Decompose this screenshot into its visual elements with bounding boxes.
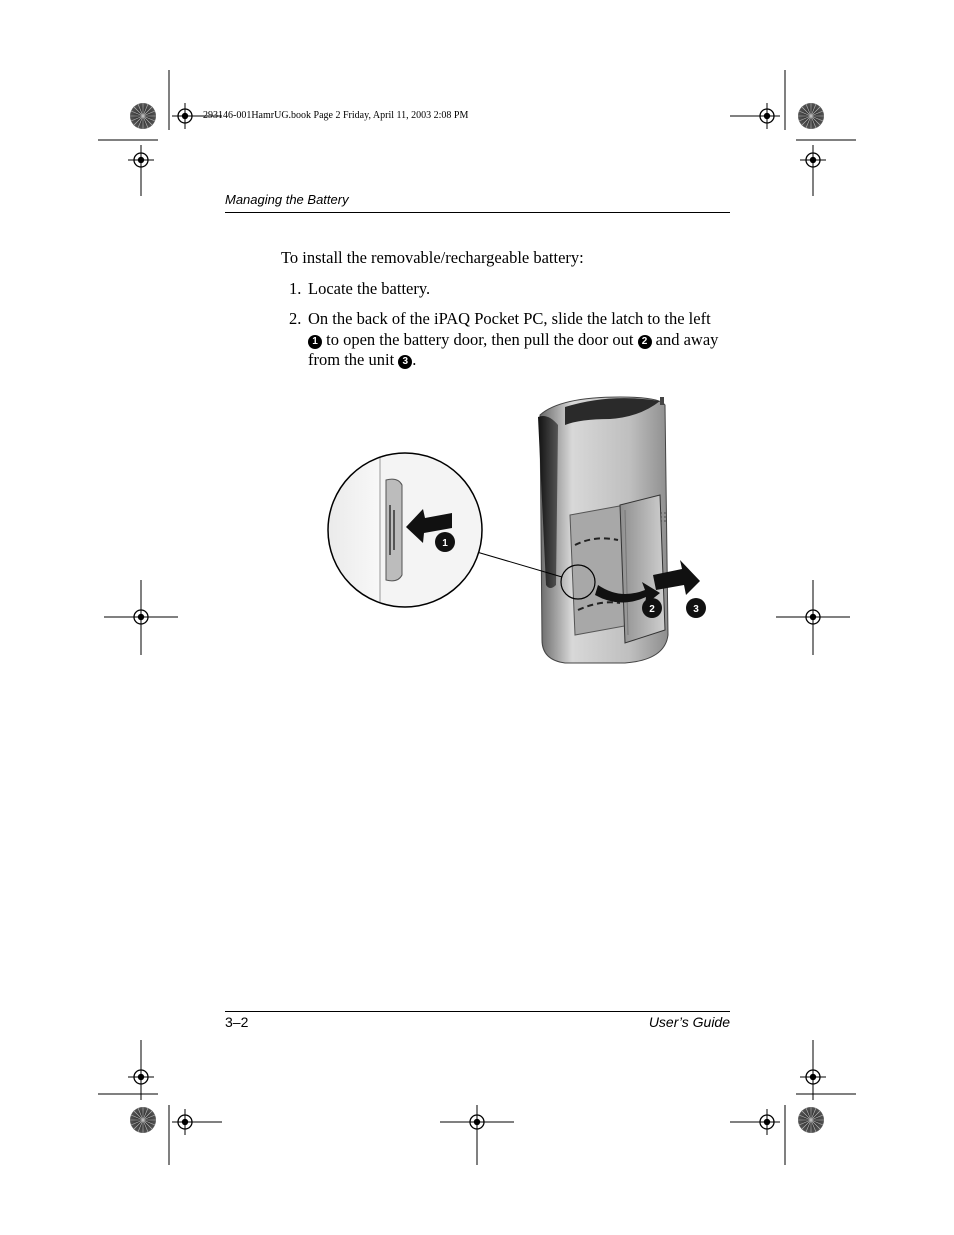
callout-3-icon: 3 — [398, 355, 412, 369]
callout-label: 1 — [442, 538, 448, 549]
callout-label: 2 — [649, 604, 655, 615]
callout-badge-3 — [686, 598, 706, 618]
step-text-part: to open the battery door, then pull the door out — [322, 329, 638, 349]
callout-label: 3 — [693, 604, 699, 615]
callout-1-icon: 1 — [308, 335, 322, 349]
step-text: Locate the battery. — [308, 279, 431, 298]
print-slug: 293146-001HamrUG.book Page 2 Friday, April 11, 2003 2:08 PM — [203, 110, 469, 121]
step-text-part: On the back of the iPAQ Pocket PC, slide the latch to the left — [308, 309, 711, 328]
callout-badge-2 — [642, 598, 662, 618]
step-text-part: and away from the unit — [308, 329, 719, 369]
callout-2-icon: 2 — [638, 335, 652, 349]
battery-door-illustration — [320, 385, 720, 670]
footer-rule — [225, 1011, 730, 1012]
page-number: 3–2 — [225, 1014, 249, 1030]
step-number: 2. — [289, 309, 302, 328]
footer-guide-title: User’s Guide — [648, 1014, 730, 1030]
step-text — [308, 309, 733, 371]
header-rule — [225, 212, 730, 213]
intro-paragraph: To install the removable/rechargeable battery: — [281, 248, 584, 267]
callout-badge-1 — [435, 532, 455, 552]
step-number: 1. — [289, 279, 302, 298]
running-header: Managing the Battery — [225, 192, 349, 207]
step-text-part: . — [412, 350, 417, 369]
